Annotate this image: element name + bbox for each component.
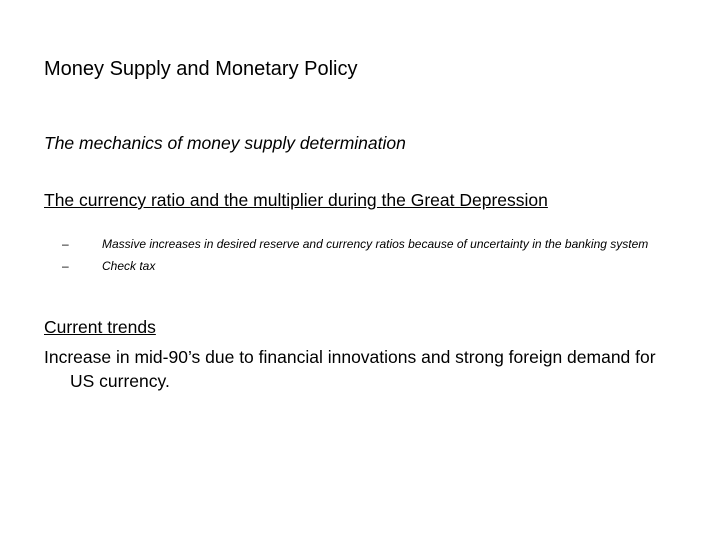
- section-heading-current-trends: Current trends: [44, 317, 156, 337]
- bullet-text: Massive increases in desired reserve and currency ratios because of uncertainty in the banking system: [102, 237, 649, 251]
- bullet-item: [62, 235, 662, 253]
- bullet-item: [62, 257, 662, 275]
- bullet-list: [62, 235, 662, 279]
- section-heading-great-depression: The currency ratio and the multiplier during the Great Depression: [44, 190, 548, 210]
- slide-subtitle: The mechanics of money supply determination: [44, 133, 406, 153]
- slide-title: Money Supply and Monetary Policy: [44, 58, 358, 80]
- current-trends-paragraph: Increase in mid-90’s due to financial innovations and strong foreign demand for US currency.: [44, 347, 656, 391]
- bullet-dash-marker: –: [62, 237, 69, 251]
- bullet-dash-marker: –: [62, 259, 69, 273]
- bullet-text: Check tax: [102, 259, 156, 273]
